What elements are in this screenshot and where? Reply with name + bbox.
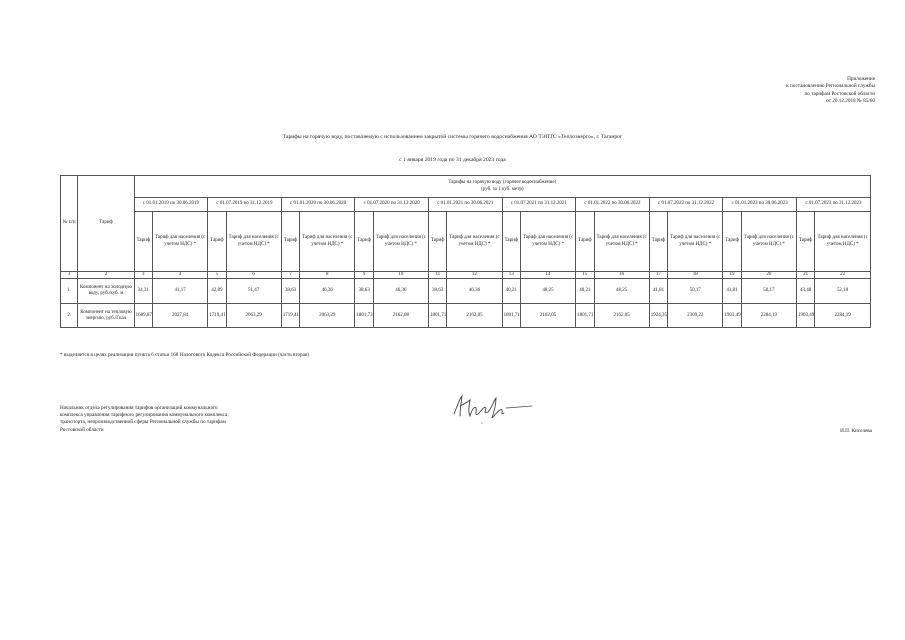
subheader-population-tariff: Тариф для населения (с учетом НДС) * bbox=[152, 212, 207, 272]
table-cell: 2284,19 bbox=[741, 304, 796, 328]
table-cell: 38,63 bbox=[281, 279, 299, 304]
subheader-tariff: Тариф bbox=[649, 212, 667, 272]
document-period: с 1 января 2019 года по 31 декабря 2023 года bbox=[399, 157, 506, 163]
table-cell: 2162,05 bbox=[520, 304, 575, 328]
table-cell: 38,63 bbox=[428, 279, 446, 304]
signer-position bbox=[60, 405, 300, 434]
column-number: 20 bbox=[741, 272, 796, 279]
column-number: 13 bbox=[502, 272, 520, 279]
table-cell: 1903,49 bbox=[723, 304, 741, 328]
subheader-population-tariff: Тариф для населения (с учетом НДС) * bbox=[447, 212, 502, 272]
subheader-tariff: Тариф bbox=[576, 212, 594, 272]
subheader-tariff: Тариф bbox=[281, 212, 299, 272]
appendix-line-2: к постановлению Региональной службы bbox=[786, 83, 875, 90]
header-tariff: Тариф bbox=[78, 176, 134, 272]
column-number: 16 bbox=[594, 272, 649, 279]
period-header: с 01.01.2023 по 30.06.2023 bbox=[723, 198, 797, 212]
subheader-population-tariff: Тариф для населения (с учетом НДС) * bbox=[668, 212, 723, 272]
period-header: с 01.07.2021 по 31.12.2021 bbox=[502, 198, 576, 212]
column-number: 22 bbox=[815, 272, 871, 279]
table-cell: 2162,05 bbox=[447, 304, 502, 328]
column-number: 15 bbox=[576, 272, 594, 279]
column-number: 12 bbox=[447, 272, 502, 279]
subheader-population-tariff: Тариф для населения (с учетом НДС) * bbox=[520, 212, 575, 272]
signer-line-3: транспорта, непроизводственной сферы Региональной службы по тарифам bbox=[60, 419, 226, 426]
table-cell: 2162,08 bbox=[373, 304, 428, 328]
table-cell: 2063,29 bbox=[226, 304, 281, 328]
period-header: с 01.07.2020 по 31.12.2020 bbox=[355, 198, 429, 212]
row-number: 2. bbox=[61, 304, 78, 328]
table-cell: 1801,73 bbox=[355, 304, 373, 328]
table-cell: 2063,29 bbox=[300, 304, 355, 328]
appendix-note bbox=[705, 76, 875, 106]
subheader-tariff: Тариф bbox=[796, 212, 814, 272]
table-cell: 1801,71 bbox=[576, 304, 594, 328]
table-cell: 1719,41 bbox=[281, 304, 299, 328]
table-cell: 51,47 bbox=[226, 279, 281, 304]
column-number: 18 bbox=[668, 272, 723, 279]
column-number: 14 bbox=[520, 272, 575, 279]
signer-line-2: комплекса управления тарифного регулирования коммунального комплекса, bbox=[60, 412, 229, 419]
signer-name: И.П. Киселева bbox=[840, 428, 872, 434]
row-number: 1. bbox=[61, 279, 78, 304]
table-cell: 42,89 bbox=[208, 279, 226, 304]
subheader-population-tariff: Тариф для населения (с учетом НДС) * bbox=[741, 212, 796, 272]
column-number: 8 bbox=[300, 272, 355, 279]
table-cell: 50,17 bbox=[668, 279, 723, 304]
table-cell: 2309,22 bbox=[668, 304, 723, 328]
row-name: Компонент на холодную воду, руб./куб. м bbox=[78, 279, 134, 304]
column-number: 7 bbox=[281, 272, 299, 279]
subheader-tariff: Тариф bbox=[208, 212, 226, 272]
table-cell: 48,25 bbox=[594, 279, 649, 304]
table-cell: 43,48 bbox=[796, 279, 814, 304]
table-cell: 41,81 bbox=[649, 279, 667, 304]
appendix-line-1: Приложение bbox=[847, 76, 875, 82]
table-cell: 1801,71 bbox=[502, 304, 520, 328]
table-cell: 1801,71 bbox=[428, 304, 446, 328]
period-header: с 01.01.2021 по 30.06.2021 bbox=[428, 198, 502, 212]
table-row bbox=[61, 304, 871, 328]
table-cell: 1689,87 bbox=[134, 304, 152, 328]
period-header: с 01.01.2019 по 30.06.2019 bbox=[134, 198, 208, 212]
column-number: 1 bbox=[61, 272, 78, 279]
table-cell: 46,36 bbox=[300, 279, 355, 304]
table-cell: 40,21 bbox=[576, 279, 594, 304]
column-number: 3 bbox=[134, 272, 152, 279]
table-cell: 41,81 bbox=[723, 279, 741, 304]
table-cell: 46,36 bbox=[373, 279, 428, 304]
table-cell: 2284,19 bbox=[815, 304, 871, 328]
tariff-table bbox=[60, 175, 871, 328]
signer-line-1: Начальник отдела регулирования тарифов организаций коммунального bbox=[60, 405, 218, 411]
table-cell: 40,21 bbox=[502, 279, 520, 304]
column-number: 4 bbox=[152, 272, 207, 279]
subheader-tariff: Тариф bbox=[428, 212, 446, 272]
column-number: 10 bbox=[373, 272, 428, 279]
table-cell: 46,36 bbox=[447, 279, 502, 304]
table-cell: 50,17 bbox=[741, 279, 796, 304]
period-header: с 01.01.2022 по 30.06.2022 bbox=[576, 198, 650, 212]
header-group bbox=[134, 176, 870, 198]
table-cell: 2162,05 bbox=[594, 304, 649, 328]
document-title: Тарифы на горячую воду, поставляемую с использованием закрытой системы горячего водоснабжения АО ТЭПТС «Теплоэнерго», г. Таганрог bbox=[282, 134, 623, 140]
handwritten-signature bbox=[448, 386, 538, 426]
table-cell: 52,18 bbox=[815, 279, 871, 304]
table-cell: 1719,41 bbox=[208, 304, 226, 328]
header-group-line-1: Тарифы на горячую воду (горячее водоснабжение) bbox=[448, 180, 557, 186]
column-number: 11 bbox=[428, 272, 446, 279]
subheader-population-tariff: Тариф для населения (с учетом НДС) * bbox=[373, 212, 428, 272]
period-row bbox=[61, 198, 871, 212]
column-number: 19 bbox=[723, 272, 741, 279]
subheader-tariff: Тариф bbox=[723, 212, 741, 272]
period-header: с 01.01.2020 по 30.06.2020 bbox=[281, 198, 355, 212]
column-number: 2 bbox=[78, 272, 134, 279]
column-number: 9 bbox=[355, 272, 373, 279]
appendix-line-4: от 20.12.2018 № 85/60 bbox=[826, 98, 875, 105]
row-name: Компонент на тепловую энергию, руб./Гкал bbox=[78, 304, 134, 328]
column-number: 5 bbox=[208, 272, 226, 279]
footnote: * выделяется в целях реализации пункта 6 статьи 168 Налогового Кодекса Российской Федерации (часть вторая) bbox=[60, 352, 310, 358]
period-header: с 01.07.2022 по 31.12.2022 bbox=[649, 198, 723, 212]
table-cell: 1924,35 bbox=[649, 304, 667, 328]
header-number: № п/п bbox=[61, 176, 78, 272]
subheader-population-tariff: Тариф для населения (с учетом НДС) * bbox=[594, 212, 649, 272]
table-cell: 38,63 bbox=[355, 279, 373, 304]
appendix-line-3: по тарифам Ростовской области bbox=[804, 90, 875, 97]
period-header: с 01.07.2023 по 31.12.2023 bbox=[796, 198, 870, 212]
subheader-population-tariff: Тариф для населения (с учетом НДС) * bbox=[815, 212, 871, 272]
column-number: 21 bbox=[796, 272, 814, 279]
column-number: 17 bbox=[649, 272, 667, 279]
table-cell: 41,17 bbox=[152, 279, 207, 304]
column-number: 6 bbox=[226, 272, 281, 279]
table-cell: 1903,49 bbox=[796, 304, 814, 328]
subheader-tariff: Тариф bbox=[134, 212, 152, 272]
signer-line-4: Ростовской области bbox=[60, 426, 104, 433]
table-row bbox=[61, 279, 871, 304]
header-group-line-2: (руб. за 1 куб. метр) bbox=[481, 186, 524, 192]
subheader-tariff: Тариф bbox=[355, 212, 373, 272]
period-header: с 01.07.2019 по 31.12.2019 bbox=[208, 198, 282, 212]
subheader-row bbox=[61, 212, 871, 272]
table-cell: 34,31 bbox=[134, 279, 152, 304]
subheader-tariff: Тариф bbox=[502, 212, 520, 272]
table-cell: 48,25 bbox=[520, 279, 575, 304]
column-number-row bbox=[61, 272, 871, 279]
subheader-population-tariff: Тариф для населения (с учетом НДС) * bbox=[226, 212, 281, 272]
table-cell: 2027,84 bbox=[152, 304, 207, 328]
subheader-population-tariff: Тариф для населения (с учетом НДС) * bbox=[300, 212, 355, 272]
